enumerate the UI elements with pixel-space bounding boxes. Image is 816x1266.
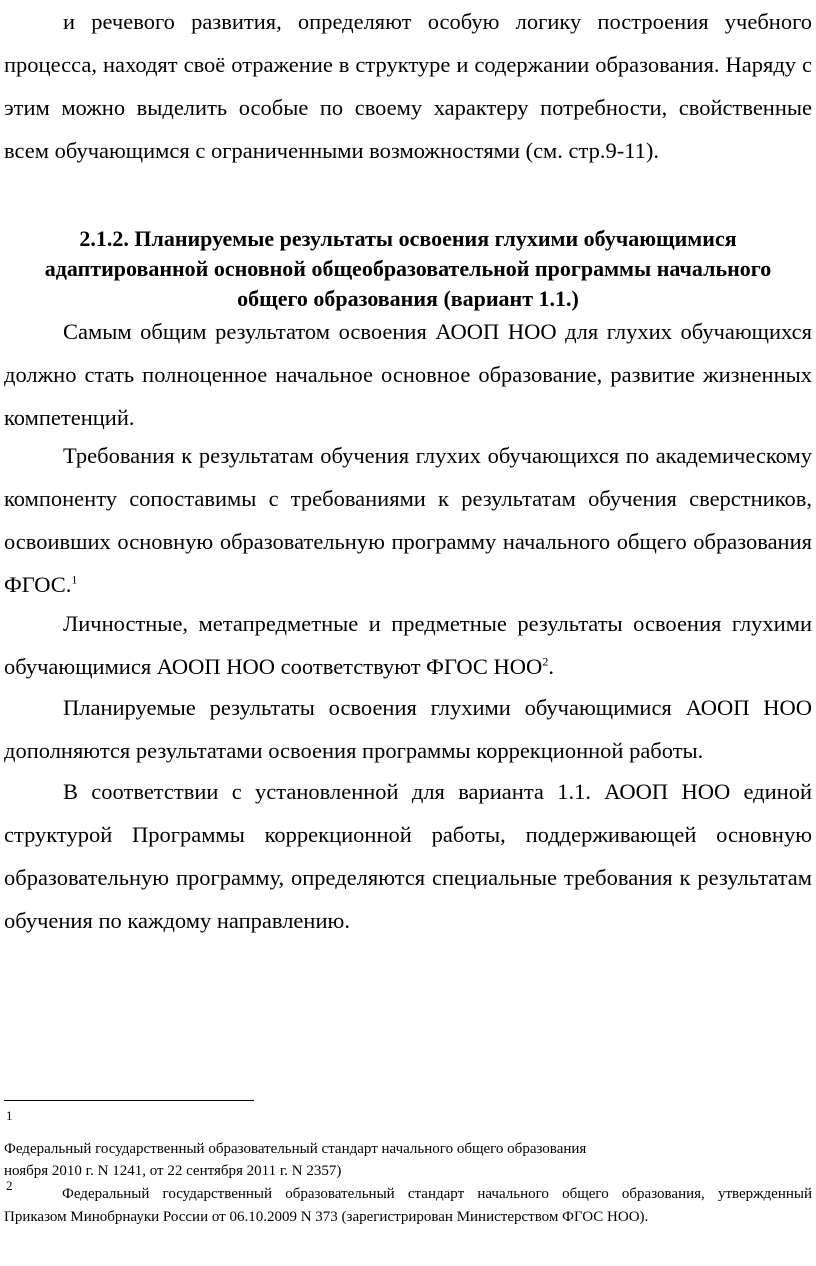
footnote-1-line-1: Федеральный государственный образовательный стандарт начального общего образования [4,1141,587,1157]
section-heading: 2.1.2. Планируемые результаты освоения глухими обучающимися адаптированной основной общеобразовательной программы начального общего образования (вариант 1.1.) [44,226,772,311]
footnote-2-number: 2 [6,1178,13,1193]
footnote-1-line-2: ноября 2010 г. N 1241, от 22 сентября 2011 г. N 2357) [4,1163,342,1179]
paragraph-requirements [4,434,812,606]
paragraph-personal-results [4,602,812,688]
paragraph-personal-results-text: Личностные, метапредметные и предметные результаты освоения глухими обучающимися АООП НОО соответствуют ФГОС НОО [4,611,812,679]
paragraph-planned-results: Планируемые результаты освоения глухими обучающимися АООП НОО дополняются результатами освоения программы коррекционной работы. [4,695,812,763]
paragraph-intro: и речевого развития, определяют особую логику построения учебного процесса, находят своё отражение в структуре и содержании образования. Наряду с этим можно выделить особые по своему характеру потребности, свойственные всем обучающимся с ограниченными возможностями (см. стр.9-11). [4,9,812,163]
paragraph-personal-results-end: . [548,654,554,679]
footnote-2-text: Федеральный государственный образовательный стандарт начального общего образования, утвержденный Приказом Минобрнауки России от 06.10.2009 N 373 (зарегистрирован Министерством ФГОС НОО). [4,1186,812,1225]
footnote-separator [4,1100,254,1101]
footnote-1-number: 1 [6,1108,13,1123]
paragraph-correction-program: В соответствии с установленной для варианта 1.1. АООП НОО единой структурой Программы коррекционной работы, поддерживающей основную образовательную программу, определяются специальные требования к результатам обучения по каждому направлению. [4,779,812,933]
paragraph-general-result: Самым общим результатом освоения АООП НОО для глухих обучающихся должно стать полноценное начальное основное образование, развитие жизненных компетенций. [4,319,812,430]
footnote-ref-1[interactable]: 1 [71,572,78,587]
footnote-ref-2[interactable]: 2 [542,654,549,669]
paragraph-requirements-text: Требования к результатам обучения глухих обучающихся по академическому компоненту сопоставимы с требованиями к результатам обучения сверстников, освоивших основную образовательную программу начального общего образования ФГОС. [4,443,812,597]
